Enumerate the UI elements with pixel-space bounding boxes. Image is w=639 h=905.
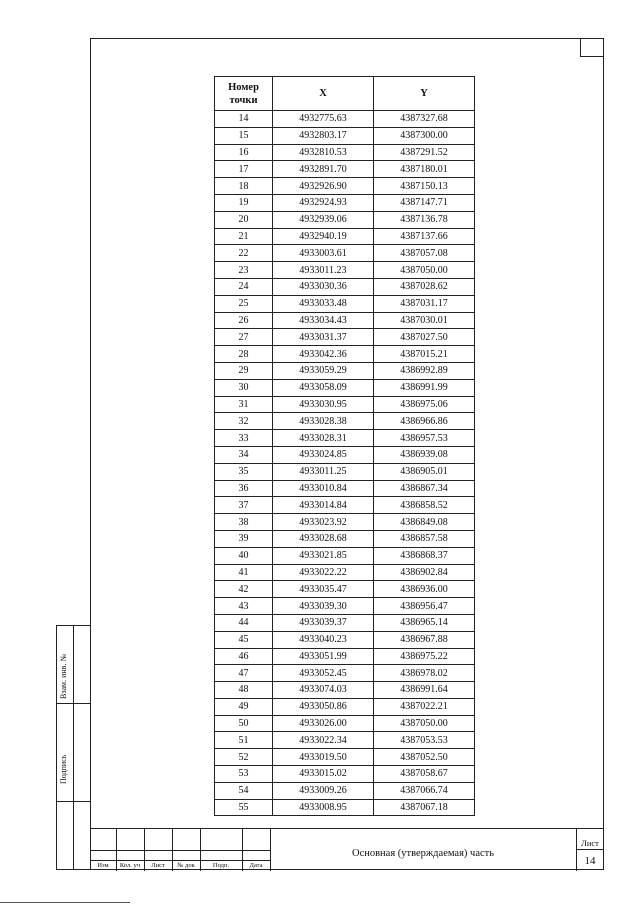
point-number-cell: 37: [215, 497, 273, 514]
y-cell: 4386978.02: [374, 665, 475, 682]
x-cell: 4933051.99: [273, 648, 374, 665]
header-point-number: Номер точки: [215, 77, 273, 111]
point-number-cell: 49: [215, 698, 273, 715]
x-cell: 4933039.30: [273, 598, 374, 615]
table-row: [215, 245, 475, 262]
table-row: [215, 312, 475, 329]
table-row: [215, 144, 475, 161]
tb-col-doc: № док: [177, 862, 195, 869]
table-row: [215, 564, 475, 581]
y-cell: 4386939.08: [374, 446, 475, 463]
point-number-cell: 14: [215, 111, 273, 128]
header-x: X: [273, 77, 374, 111]
bottom-rule: [0, 902, 130, 903]
table-row: [215, 581, 475, 598]
y-cell: 4386868.37: [374, 547, 475, 564]
x-cell: 4933034.43: [273, 312, 374, 329]
y-cell: 4387066.74: [374, 782, 475, 799]
side-stamp-strip: [56, 625, 91, 870]
y-cell: 4387030.01: [374, 312, 475, 329]
y-cell: 4386957.53: [374, 430, 475, 447]
x-cell: 4933059.29: [273, 362, 374, 379]
table-row: [215, 547, 475, 564]
table-row: [215, 211, 475, 228]
x-cell: 4933035.47: [273, 581, 374, 598]
y-cell: 4386936.00: [374, 581, 475, 598]
y-cell: 4387067.18: [374, 799, 475, 816]
y-cell: 4387031.17: [374, 295, 475, 312]
point-number-cell: 24: [215, 278, 273, 295]
table-row: [215, 665, 475, 682]
x-cell: 4932891.70: [273, 161, 374, 178]
x-cell: 4933023.92: [273, 514, 374, 531]
table-row: [215, 749, 475, 766]
y-cell: 4386975.06: [374, 396, 475, 413]
table-row: [215, 329, 475, 346]
corner-box: [580, 38, 604, 57]
document-title: Основная (утверждаемая) часть: [351, 848, 495, 859]
table-header-row: [215, 77, 475, 111]
point-number-cell: 27: [215, 329, 273, 346]
x-cell: 4932926.90: [273, 178, 374, 195]
point-number-cell: 48: [215, 682, 273, 699]
y-cell: 4387052.50: [374, 749, 475, 766]
tb-col-kol-uch: Кол. уч: [119, 862, 141, 869]
x-cell: 4933031.37: [273, 329, 374, 346]
y-cell: 4387028.62: [374, 278, 475, 295]
y-cell: 4387053.53: [374, 732, 475, 749]
x-cell: 4933050.86: [273, 698, 374, 715]
point-number-cell: 30: [215, 379, 273, 396]
y-cell: 4386902.84: [374, 564, 475, 581]
x-cell: 4933028.31: [273, 430, 374, 447]
point-number-cell: 32: [215, 413, 273, 430]
y-cell: 4386966.86: [374, 413, 475, 430]
point-number-cell: 16: [215, 144, 273, 161]
tb-col-list: Лист: [151, 862, 165, 869]
sheet-number: 14: [584, 855, 596, 867]
y-cell: 4387022.21: [374, 698, 475, 715]
y-cell: 4387027.50: [374, 329, 475, 346]
x-cell: 4932939.06: [273, 211, 374, 228]
x-cell: 4933030.95: [273, 396, 374, 413]
table-row: [215, 111, 475, 128]
y-cell: 4386858.52: [374, 497, 475, 514]
x-cell: 4933014.84: [273, 497, 374, 514]
table-row: [215, 514, 475, 531]
table-row: [215, 766, 475, 783]
y-cell: 4387150.13: [374, 178, 475, 195]
point-number-cell: 55: [215, 799, 273, 816]
x-cell: 4932940.19: [273, 228, 374, 245]
table-row: [215, 715, 475, 732]
point-number-cell: 43: [215, 598, 273, 615]
point-number-cell: 38: [215, 514, 273, 531]
table-row: [215, 178, 475, 195]
coordinates-table: [214, 76, 475, 816]
point-number-cell: 33: [215, 430, 273, 447]
point-number-cell: 52: [215, 749, 273, 766]
point-number-cell: 47: [215, 665, 273, 682]
table-row: [215, 463, 475, 480]
point-number-cell: 39: [215, 530, 273, 547]
vzam-label: Взам. инв. №: [59, 653, 68, 699]
point-number-cell: 40: [215, 547, 273, 564]
y-cell: 4387327.68: [374, 111, 475, 128]
y-cell: 4387147.71: [374, 194, 475, 211]
x-cell: 4933024.85: [273, 446, 374, 463]
y-cell: 4386905.01: [374, 463, 475, 480]
table-row: [215, 430, 475, 447]
tb-col-izm: Изм: [97, 862, 109, 869]
table-row: [215, 278, 475, 295]
y-cell: 4387058.67: [374, 766, 475, 783]
x-cell: 4933009.26: [273, 782, 374, 799]
x-cell: 4933022.34: [273, 732, 374, 749]
table-row: [215, 782, 475, 799]
y-cell: 4387180.01: [374, 161, 475, 178]
point-number-cell: 18: [215, 178, 273, 195]
x-cell: 4933074.03: [273, 682, 374, 699]
x-cell: 4933011.25: [273, 463, 374, 480]
table-row: [215, 194, 475, 211]
point-number-cell: 42: [215, 581, 273, 598]
table-row: [215, 228, 475, 245]
x-cell: 4933015.02: [273, 766, 374, 783]
table-row: [215, 682, 475, 699]
y-cell: 4386956.47: [374, 598, 475, 615]
point-number-cell: 54: [215, 782, 273, 799]
x-cell: 4933011.23: [273, 262, 374, 279]
table-row: [215, 480, 475, 497]
y-cell: 4386857.58: [374, 530, 475, 547]
y-cell: 4386991.64: [374, 682, 475, 699]
table-row: [215, 396, 475, 413]
x-cell: 4933003.61: [273, 245, 374, 262]
table-row: [215, 161, 475, 178]
table-row: [215, 598, 475, 615]
table-row: [215, 295, 475, 312]
x-cell: 4933052.45: [273, 665, 374, 682]
table-row: [215, 799, 475, 816]
y-cell: 4386967.88: [374, 631, 475, 648]
y-cell: 4387300.00: [374, 127, 475, 144]
x-cell: 4933030.36: [273, 278, 374, 295]
podpis-label: Подпись: [59, 754, 68, 784]
x-cell: 4933058.09: [273, 379, 374, 396]
point-number-cell: 26: [215, 312, 273, 329]
table-row: [215, 446, 475, 463]
x-cell: 4933028.68: [273, 530, 374, 547]
table-row: [215, 497, 475, 514]
point-number-cell: 46: [215, 648, 273, 665]
table-row: [215, 648, 475, 665]
x-cell: 4932810.53: [273, 144, 374, 161]
table-row: [215, 379, 475, 396]
point-number-cell: 19: [215, 194, 273, 211]
table-row: [215, 346, 475, 363]
point-number-cell: 44: [215, 614, 273, 631]
point-number-cell: 31: [215, 396, 273, 413]
header-y: Y: [374, 77, 475, 111]
x-cell: 4933010.84: [273, 480, 374, 497]
x-cell: 4933019.50: [273, 749, 374, 766]
x-cell: 4932924.93: [273, 194, 374, 211]
table-row: [215, 732, 475, 749]
y-cell: 4386975.22: [374, 648, 475, 665]
table-row: [215, 262, 475, 279]
point-number-cell: 23: [215, 262, 273, 279]
point-number-cell: 41: [215, 564, 273, 581]
x-cell: 4933042.36: [273, 346, 374, 363]
title-block: [90, 828, 604, 870]
y-cell: 4387050.00: [374, 262, 475, 279]
tb-col-podp: Подп.: [212, 862, 230, 869]
y-cell: 4387050.00: [374, 715, 475, 732]
point-number-cell: 28: [215, 346, 273, 363]
x-cell: 4933026.00: [273, 715, 374, 732]
y-cell: 4386867.34: [374, 480, 475, 497]
point-number-cell: 17: [215, 161, 273, 178]
y-cell: 4387291.52: [374, 144, 475, 161]
y-cell: 4386991.99: [374, 379, 475, 396]
y-cell: 4386965.14: [374, 614, 475, 631]
x-cell: 4933028.38: [273, 413, 374, 430]
table-row: [215, 614, 475, 631]
y-cell: 4386992.89: [374, 362, 475, 379]
x-cell: 4932775.63: [273, 111, 374, 128]
x-cell: 4933040.23: [273, 631, 374, 648]
x-cell: 4932803.17: [273, 127, 374, 144]
x-cell: 4933008.95: [273, 799, 374, 816]
point-number-cell: 22: [215, 245, 273, 262]
x-cell: 4933033.48: [273, 295, 374, 312]
point-number-cell: 53: [215, 766, 273, 783]
x-cell: 4933021.85: [273, 547, 374, 564]
table-row: [215, 631, 475, 648]
y-cell: 4386849.08: [374, 514, 475, 531]
table-row: [215, 127, 475, 144]
y-cell: 4387057.08: [374, 245, 475, 262]
point-number-cell: 29: [215, 362, 273, 379]
x-cell: 4933039.37: [273, 614, 374, 631]
point-number-cell: 50: [215, 715, 273, 732]
tb-col-data: Дата: [249, 862, 263, 869]
point-number-cell: 36: [215, 480, 273, 497]
table-row: [215, 698, 475, 715]
point-number-cell: 25: [215, 295, 273, 312]
y-cell: 4387137.66: [374, 228, 475, 245]
point-number-cell: 20: [215, 211, 273, 228]
table-row: [215, 530, 475, 547]
y-cell: 4387136.78: [374, 211, 475, 228]
point-number-cell: 51: [215, 732, 273, 749]
point-number-cell: 35: [215, 463, 273, 480]
point-number-cell: 15: [215, 127, 273, 144]
y-cell: 4387015.21: [374, 346, 475, 363]
point-number-cell: 34: [215, 446, 273, 463]
table-row: [215, 362, 475, 379]
point-number-cell: 45: [215, 631, 273, 648]
sheet-label: Лист: [581, 838, 599, 848]
table-row: [215, 413, 475, 430]
x-cell: 4933022.22: [273, 564, 374, 581]
point-number-cell: 21: [215, 228, 273, 245]
